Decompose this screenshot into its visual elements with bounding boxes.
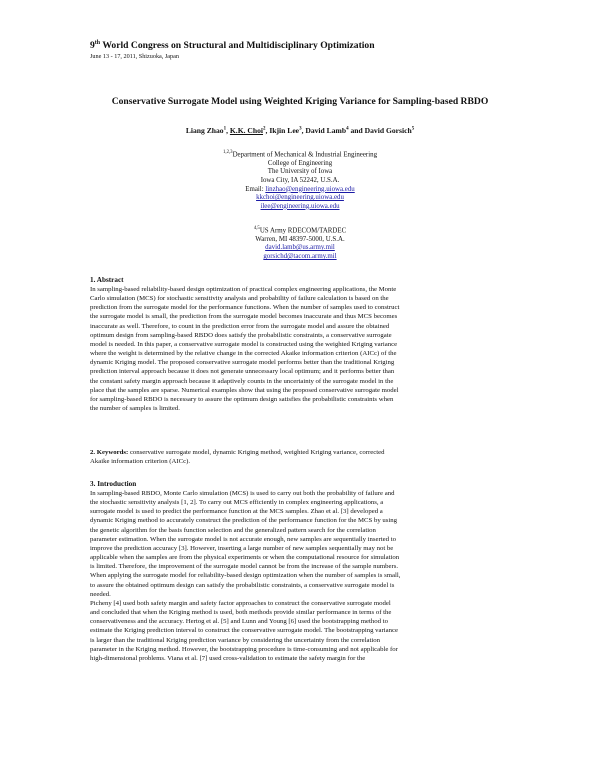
introduction-body: In sampling-based RBDO, Monte Carlo simulation (MCS) is used to carry out both the probability of failure and the stochastic sensitivity analysis [1, 2]. To carry out MCS efficiently in complex engineering applications, a surrogate model is used to predict the performance function at the MCS samples. Zhao et al. [3] developed a dynamic Kriging method to accurately construct the prediction of the performance function for the MCS by using the genetic algorithm for the basis function selection and the generalized pattern search for the correlation parameter estimation. When the surrogate model is not accurate enough, new samples are sequentially inserted to improve the prediction accuracy [3]. However, inserting a large number of new samples sequentially may not be applicable when the samples are from the physical experiments or when the computational resource for simulation is limited. Therefore, the improvement of the surrogate model cannot be from the increase of the sample numbers. When applying the surrogate model for reliability-based design optimization when the number of samples is small, to assure the obtained optimum design can satisfy the probabilistic constraints, a conservative surrogate model is needed. Picheny [4] used both safety margin and safety factor approaches to construct the conservative surrogate model and concluded that when the Kriging method is used, both methods provide similar performance in terms of the conservativeness and the accuracy. Hertog et al. [5] and Lunn and Young [6] used the bootstrapping method to estimate the Kriging prediction interval to construct the conservative surrogate model. The bootstrapping variance is larger than the traditional Kriging prediction variance by considering the uncertainty from the correlation parameter in the Kriging method. However, the bootstrapping procedure is time-consuming and not applicable for high-dimensional problems. Viana et al. [7] used cross-validation to estimate the safety margin for the: [90, 490, 401, 662]
affiliation-iowa: $^{1,2,3}$Department of Mechanical & Industrial Engineering College of Engineering The University of Iowa Iowa City, IA 52242, U.S.A. Email: linzhao@engineering.uiowa.edu kkchoi@engineering.uiowa.edu ilee@engineering.uiowa.edu: [222, 150, 378, 210]
paper-title: Conservative Surrogate Model using Weighted Kriging Variance for Sampling-based RBDO: [111, 96, 489, 107]
email-link-zhao[interactable]: linzhao@engineering.uiowa.edu: [265, 185, 355, 193]
introduction-heading: 3. Introduction: [90, 480, 137, 488]
abstract-heading: 1. Abstract: [90, 276, 124, 284]
author-list: Liang Zhao$^1$, K.K. Choi$^2$, Ikjin Lee$^3$, David Lamb$^4$ and David Gorsich$^5$: [185, 126, 415, 135]
email-link-choi[interactable]: kkchoi@engineering.uiowa.edu: [256, 194, 344, 202]
corresponding-author: K.K. Choi: [229, 126, 264, 135]
affiliation-tardec: $^{4,5}$US Army RDECOM/TARDEC Warren, MI 48397-5000, U.S.A. david.lamb@us.army.mil gorsichd@tacom.army.mil: [253, 226, 347, 261]
keywords-section: 2. Keywords: conservative surrogate model, dynamic Kriging method, weighted Kriging variance, corrected Akaike information criterion (AICc).: [90, 449, 385, 466]
email-link-lee[interactable]: ilee@engineering.uiowa.edu: [260, 202, 340, 210]
conference-title: 9th World Congress on Structural and Multidisciplinary Optimization: [90, 40, 375, 52]
email-link-lamb[interactable]: david.lamb@us.army.mil: [265, 244, 335, 252]
keywords-heading: 2. Keywords:: [90, 449, 129, 456]
email-link-gorsich[interactable]: gorsichd@tacom.army.mil: [263, 253, 337, 261]
abstract-body: In sampling-based reliability-based design optimization of practical complex engineering applications, the Monte Carlo simulation (MCS) for stochastic sensitivity analysis and probability of failure calculation is based on the prediction from the surrogate model for the performance functions. When the number of samples used to construct the surrogate model is small, the prediction from the surrogate model becomes inaccurate and thus MCS becomes inaccurate as well. Therefore, to count in the prediction error from the surrogate model and assure the obtained optimum design from sampling-based RBDO does satisfy the probabilistic constraints, a conservative surrogate model is needed. In this paper, a conservative surrogate model is constructed using the weighted Kriging variance where the weight is determined by the relative change in the corrected Akaike information criterion (AICc) of the dynamic Kriging model. The proposed conservative surrogate model performs better than the traditional Kriging prediction interval approach because it does not generate unnecessary local optimum; and it performs better than the constant safety margin approach because it adaptively counts in the uncertainty of the surrogate model in the place that the samples are sparse. Numerical examples show that using the proposed conservative surrogate model for sampling-based RBDO is necessary to assure the optimum design satisfies the probabilistic constraints when the number of samples is limited.: [90, 286, 400, 413]
conference-dates: June 13 - 17, 2011, Shizuoka, Japan: [90, 53, 179, 60]
